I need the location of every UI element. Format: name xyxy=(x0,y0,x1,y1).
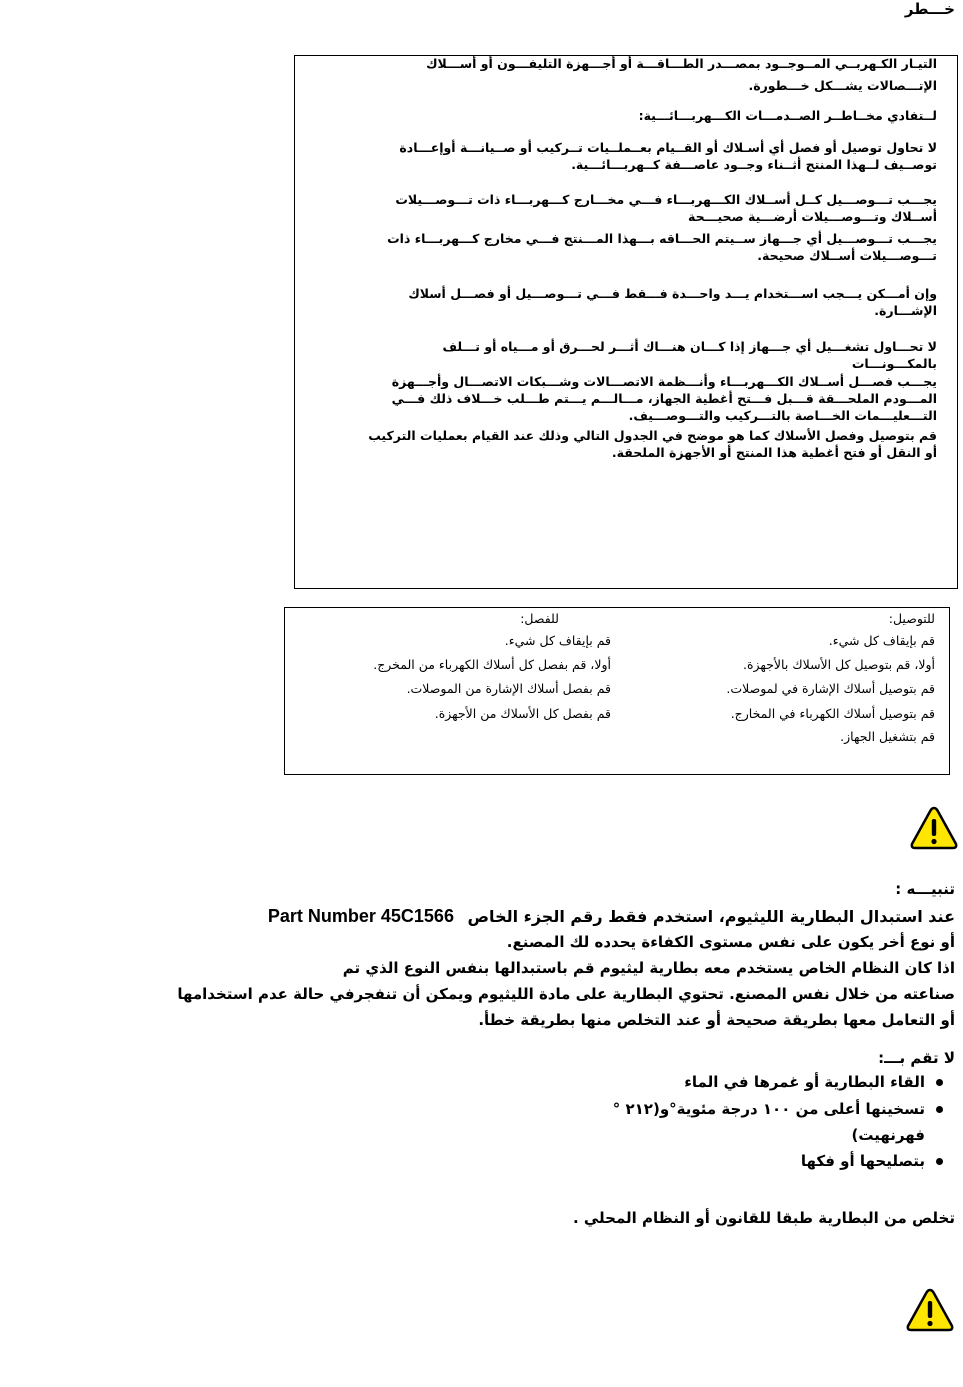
connect-step: أولا، قم بتوصيل كل الأسلاك بالأجهزة. xyxy=(743,657,935,672)
danger-line: لــتفادي مخــاطــر الصــدمـــات الكـــهربـــائـــية: xyxy=(638,108,937,123)
caution-title: تنبيـــه : xyxy=(895,880,955,898)
caution-line: اذا كان النظام الخاص يستخدم معه بطارية ليثيوم قم باستبدالها بنفس النوع الذي تم xyxy=(342,959,955,977)
danger-line: بالمكـــونـــات xyxy=(851,356,937,371)
connect-step: قم بتشغيل الجهاز. xyxy=(840,729,935,744)
connect-step: قم بتوصيل أسلاك الكهرباء في المخارج. xyxy=(730,706,935,721)
dispose-instruction: تخلص من البطارية طبقا للقانون أو النظام المحلي . xyxy=(572,1209,955,1227)
caution-line: أو نوع أخر يكون على نفس مستوى الكفاءة يحدده لك المصنع. xyxy=(506,933,955,951)
danger-line: لا تحـــاول تشغـــيل أي جـــهاز إذا كـــان هنـــاك أثـــر لحـــرق أو مـــياه أو تـــلف xyxy=(442,339,937,354)
caution-line-ar: عند استبدال البطارية الليثيوم، استخدم فقط رقم الجزء الخاص xyxy=(467,907,955,926)
disconnect-step: قم بفصل أسلاك الإشارة من الموصلات. xyxy=(406,681,611,696)
danger-line: أســلاك وتـــوصـــيلات أرضـــية صحيـــحة xyxy=(688,209,937,224)
bullet-dot xyxy=(936,1106,943,1113)
part-number: Part Number 45C1566 xyxy=(267,906,454,926)
danger-line: قم بتوصيل وفصل الأسلاك كما هو موضح في الجدول التالي وذلك عند القيام بعمليات التركيب xyxy=(368,428,937,443)
danger-line: الإتـــصالات يشـــكل خـــطورة. xyxy=(748,78,937,93)
disconnect-step: أولا، قم بفصل كل أسلاك الكهرباء من المخرج. xyxy=(373,657,611,672)
bullet-dot xyxy=(936,1158,943,1165)
danger-line: يجـــب فصـــل أســلاك الكـــهربـــاء وأنـــظمة الاتصـــالات وشـــبكات الاتصـــال وأجـــهزة xyxy=(391,374,937,389)
connect-disconnect-table xyxy=(284,607,950,775)
danger-line: يجـــب تـــوصـــيل كــل أســلاك الكـــهربـــاء فـــي مخـــارج كـــهربـــاء ذات تـــوصـــيلات xyxy=(395,192,937,207)
danger-line: الإشـــارة. xyxy=(874,303,937,318)
connect-step: قم بتوصيل أسلاك الإشارة في لموصلات. xyxy=(726,681,935,696)
caution-line xyxy=(268,904,955,929)
do-not-title: لا تقم بـــ: xyxy=(878,1049,955,1067)
connect-step: قم بإيقاف كل شيء. xyxy=(828,633,935,648)
do-not-item: القاء البطارية أو غمرها في الماء xyxy=(684,1073,925,1091)
danger-line: توصــيف لــهذا المنتج أثــناء وجــود عاصـــفة كــهربـــائـــية. xyxy=(571,157,937,172)
do-not-item: بتصليحها أو فكها xyxy=(800,1152,925,1170)
danger-line: التيـار الكـهربــي المــوجــود بمصـــدر الطـــاقـــة أو أجـــهزة التليفـــون أو أســـلاك xyxy=(426,56,937,71)
danger-line: المـــودم الملحـــقة قـــبل فـــتح أغطية الجهاز، مـــالـــم يـــتم طـــلب خـــلاف ذلك فـــي xyxy=(391,391,937,406)
danger-line: يجـــب تـــوصـــيل أي جـــهاز ســيتم الحـــاقه بـــهذا المـــنتج فـــي مخارج كـــهربـــاء ذات xyxy=(387,231,937,246)
warning-triangle-icon xyxy=(910,806,958,850)
danger-line: لا تحاول توصيل أو فصل أي أسـلاك أو القــيام بعــملــيات تــركيب أو صــيانـــة أوإعـــادة xyxy=(399,140,937,155)
caution-line: أو التعامل معها بطريقة صحيحة أو عند التخلص منها بطريقة خطأ. xyxy=(478,1011,955,1029)
danger-line: وإن أمـــكن يـــجب اســـتخدام يـــد واحـــدة فـــقط فـــي تـــوصـــيل أو فصـــل أسلاك xyxy=(408,286,937,301)
warning-triangle-icon xyxy=(906,1288,954,1332)
connect-header: للتوصيل: xyxy=(888,611,935,626)
danger-notice-box xyxy=(294,55,958,589)
danger-line: التـــعليـــمات الخـــاصة بالتـــركيب والتـــوصـــيف. xyxy=(628,408,937,423)
danger-title: خـــطر xyxy=(904,0,955,18)
disconnect-header: للفصل: xyxy=(520,611,559,626)
danger-line: تـــوصـــيلات أســلاك صحيحة. xyxy=(757,248,937,263)
disconnect-step: قم بفصل كل الأسلاك من الأجهزة. xyxy=(434,706,611,721)
caution-line: صناعته من خلال نفس المصنع. تحتوي البطارية على مادة الليثيوم ويمكن أن تنفجرفي حالة عدم استخدامها xyxy=(177,985,955,1003)
do-not-item: تسخينها أعلى من ١٠٠ درجة مئوية°و(٢١٢ ° xyxy=(612,1100,925,1118)
danger-line: أو النقل أو فتح أغطية هذا المنتج أو الأجهزة الملحقة. xyxy=(611,445,937,460)
disconnect-step: قم بإيقاف كل شيء. xyxy=(504,633,611,648)
bullet-dot xyxy=(936,1079,943,1086)
do-not-item: فهرنهيت) xyxy=(851,1126,925,1144)
